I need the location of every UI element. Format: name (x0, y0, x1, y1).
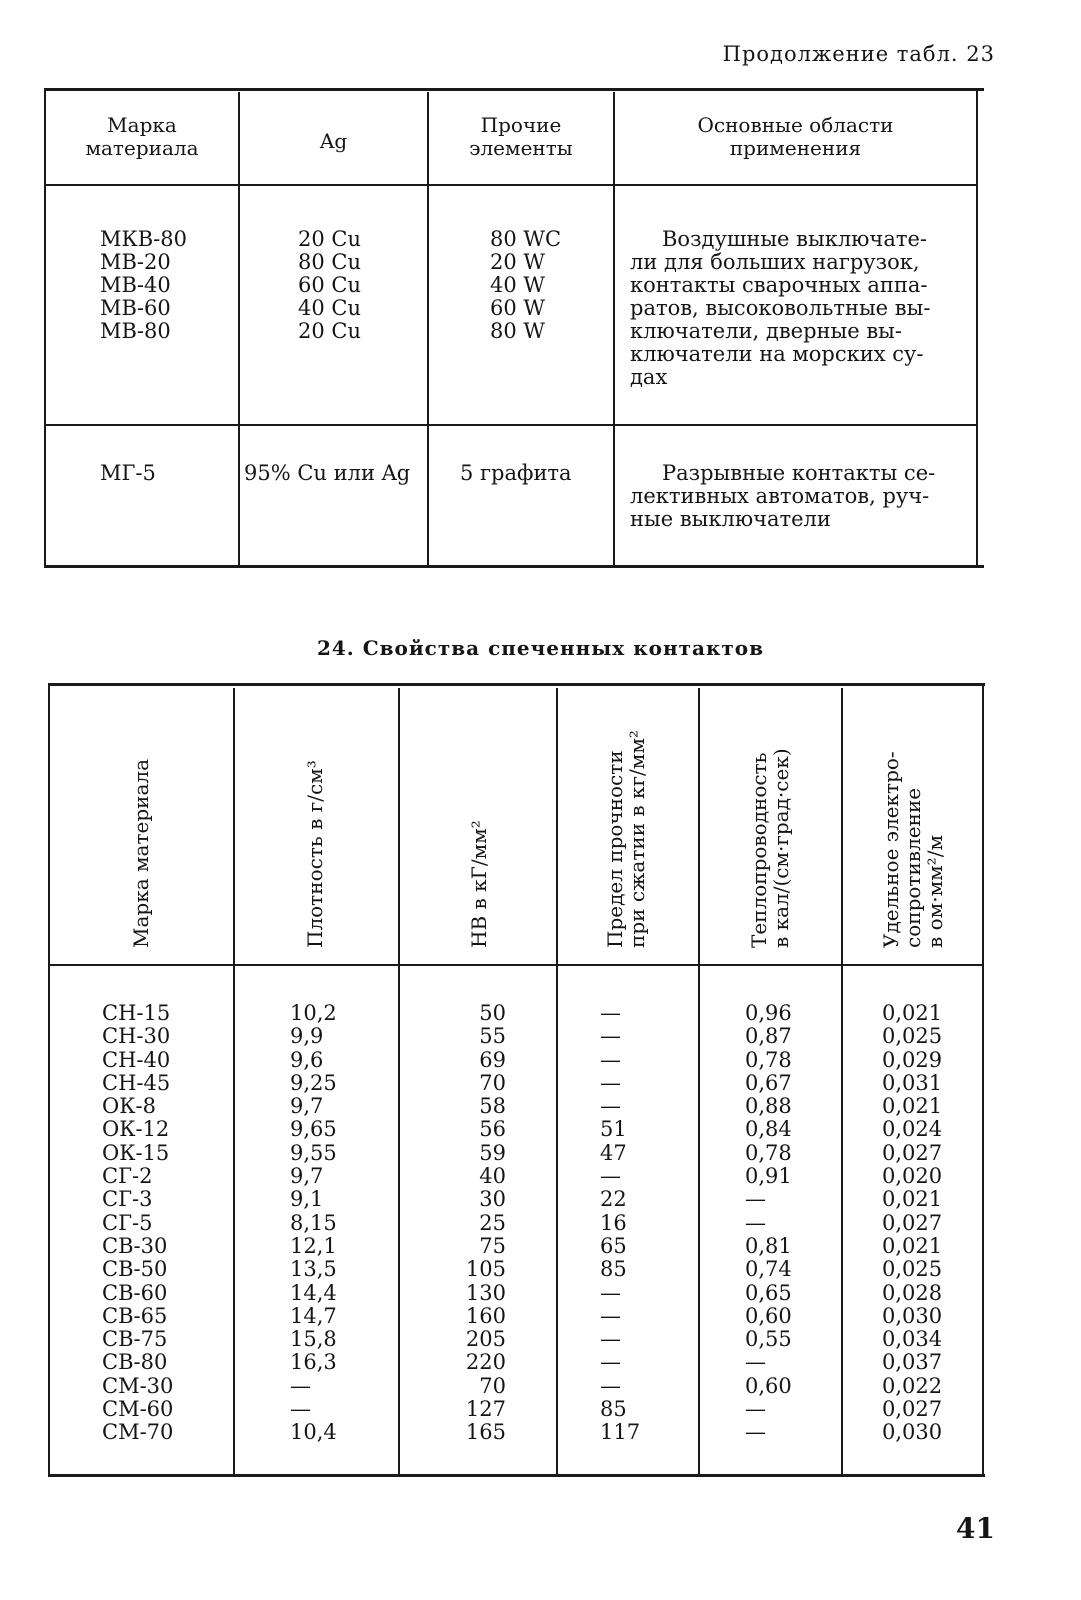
cell-hb: 25 (479, 1210, 506, 1235)
cell-strength: — (600, 1024, 621, 1049)
cell-conductivity: 0,78 (745, 1047, 792, 1072)
header-resistivity: Удельное электро- сопротивление в ом·мм²/м (879, 751, 947, 948)
cell-conductivity: — (745, 1187, 766, 1212)
table23-col-divider (427, 92, 429, 566)
cell-hb: 30 (479, 1187, 506, 1212)
cell-hb: 205 (465, 1327, 506, 1352)
cell-grade: ОК-8 (102, 1094, 156, 1119)
cell-grade: СН-30 (102, 1024, 171, 1049)
cell-grade: ОК-12 (102, 1117, 170, 1142)
header-grade: Марка материала (85, 113, 199, 160)
cell-density: 9,6 (290, 1047, 324, 1072)
group2-other: 5 графита (460, 461, 572, 485)
cell-hb: 160 (465, 1303, 506, 1328)
table23-bottom-rule (44, 565, 984, 568)
cell-grade: СВ-30 (102, 1233, 168, 1258)
cell-grade: СМ-70 (102, 1420, 174, 1445)
cell-grade: СВ-65 (102, 1303, 168, 1328)
table23-group-rule (44, 424, 976, 426)
cell-grade: СН-45 (102, 1070, 171, 1095)
group1-other: 80 WC 20 W 40 W 60 W 80 W (490, 227, 562, 343)
table23-col-divider (613, 92, 615, 566)
cell-conductivity: — (745, 1350, 766, 1375)
cell-grade: СН-15 (102, 1001, 171, 1025)
cell-conductivity: 0,91 (745, 1164, 792, 1189)
cell-strength: — (600, 1280, 621, 1305)
cell-density: 9,65 (290, 1117, 337, 1142)
cell-hb: 69 (479, 1047, 506, 1072)
cell-strength: — (600, 1350, 621, 1375)
header-density: Плотность в г/см³ (303, 760, 327, 948)
table24-left-border (48, 683, 50, 1475)
cell-conductivity: 0,74 (745, 1257, 792, 1282)
cell-strength: — (600, 1047, 621, 1072)
header-applications: Основные области применения (697, 113, 894, 160)
cell-conductivity: 0,55 (745, 1327, 792, 1352)
header-other-elements: Прочие элементы (469, 113, 573, 160)
cell-conductivity: — (745, 1420, 766, 1445)
cell-resistivity: 0,021 (882, 1233, 943, 1258)
cell-density: — (290, 1397, 311, 1422)
header-ag: Ag (319, 129, 348, 153)
cell-density: 14,4 (290, 1280, 337, 1305)
cell-density: 9,7 (290, 1164, 324, 1189)
table24-col-divider (698, 688, 700, 1474)
cell-density: 10,2 (290, 1001, 337, 1025)
cell-grade: СВ-75 (102, 1327, 168, 1352)
cell-density: 12,1 (290, 1233, 337, 1258)
column-hb (446, 1002, 506, 1445)
continuation-label: Продолжение табл. 23 (722, 42, 995, 66)
cell-resistivity: 0,027 (882, 1397, 943, 1422)
cell-hb: 58 (479, 1094, 506, 1119)
cell-density: 9,25 (290, 1070, 337, 1095)
cell-grade: ОК-15 (102, 1140, 170, 1165)
cell-resistivity: 0,027 (882, 1140, 943, 1165)
cell-hb: 70 (479, 1373, 506, 1398)
cell-density: 16,3 (290, 1350, 337, 1375)
cell-resistivity: 0,030 (882, 1303, 943, 1328)
cell-density: 10,4 (290, 1420, 337, 1445)
cell-grade: СГ-5 (102, 1210, 153, 1235)
cell-conductivity: 0,78 (745, 1140, 792, 1165)
cell-resistivity: 0,021 (882, 1001, 943, 1025)
cell-strength: — (600, 1001, 621, 1025)
cell-resistivity: 0,030 (882, 1420, 943, 1445)
cell-grade: СВ-50 (102, 1257, 168, 1282)
table24-col-divider (841, 688, 843, 1474)
table23-right-border (976, 88, 978, 566)
group1-application: Воздушные выключате- ли для больших нагрузок, контакты сварочных аппа- ратов, высоковольтные вы- ключатели, дверные вы- ключатели на морских су- дах (630, 227, 931, 389)
cell-grade: СМ-30 (102, 1373, 174, 1398)
cell-hb: 50 (479, 1001, 506, 1025)
cell-resistivity: 0,034 (882, 1327, 943, 1352)
cell-resistivity: 0,037 (882, 1350, 943, 1375)
table24-caption: 24. Свойства спеченных контактов (316, 636, 765, 660)
cell-conductivity: 0,88 (745, 1094, 792, 1119)
table23-header-rule (44, 184, 976, 186)
cell-conductivity: 0,96 (745, 1001, 792, 1025)
table24-col-divider (556, 688, 558, 1474)
cell-density: 9,7 (290, 1094, 324, 1119)
cell-strength: 65 (600, 1233, 627, 1258)
table24-col-divider (233, 688, 235, 1474)
cell-strength: 47 (600, 1140, 627, 1165)
cell-resistivity: 0,025 (882, 1024, 943, 1049)
cell-resistivity: 0,031 (882, 1070, 943, 1095)
group2-grade: МГ-5 (100, 461, 156, 485)
column-strength (600, 1002, 650, 1445)
column-density (290, 1002, 337, 1445)
cell-strength: 51 (600, 1117, 627, 1142)
column-grade (102, 1002, 173, 1445)
table24-col-divider (398, 688, 400, 1474)
cell-density: 9,55 (290, 1140, 337, 1165)
cell-strength: — (600, 1094, 621, 1119)
cell-hb: 105 (465, 1257, 506, 1282)
column-resistivity (882, 1002, 942, 1445)
table24-right-border (982, 683, 984, 1475)
cell-hb: 59 (479, 1140, 506, 1165)
cell-resistivity: 0,020 (882, 1164, 943, 1189)
header-hb: HB в кГ/мм² (467, 820, 491, 948)
cell-hb: 40 (479, 1164, 506, 1189)
cell-strength: — (600, 1373, 621, 1398)
cell-strength: 117 (600, 1420, 641, 1445)
cell-resistivity: 0,028 (882, 1280, 943, 1305)
group1-ag: 20 Cu 80 Cu 60 Cu 40 Cu 20 Cu (298, 227, 361, 343)
cell-hb: 127 (465, 1397, 506, 1422)
cell-conductivity: 0,81 (745, 1233, 792, 1258)
cell-conductivity: 0,87 (745, 1024, 792, 1049)
cell-conductivity: 0,84 (745, 1117, 792, 1142)
cell-density: 9,1 (290, 1187, 324, 1212)
cell-strength: 16 (600, 1210, 627, 1235)
header-strength: Предел прочности при сжатии в кг/мм² (603, 730, 649, 948)
cell-grade: СГ-2 (102, 1164, 153, 1189)
group2-application: Разрывные контакты се- лективных автоматов, руч- ные выключатели (630, 461, 936, 531)
cell-strength: — (600, 1327, 621, 1352)
cell-density: 9,9 (290, 1024, 324, 1049)
column-conductivity (745, 1002, 805, 1445)
cell-strength: 85 (600, 1397, 627, 1422)
group1-grades: МКВ-80 МВ-20 МВ-40 МВ-60 МВ-80 (100, 227, 188, 343)
table24-bottom-rule (48, 1474, 985, 1477)
cell-resistivity: 0,021 (882, 1187, 943, 1212)
cell-density: 13,5 (290, 1257, 337, 1282)
table23-col-divider (238, 92, 240, 566)
cell-grade: СН-40 (102, 1047, 171, 1072)
cell-grade: СГ-3 (102, 1187, 153, 1212)
cell-resistivity: 0,021 (882, 1094, 943, 1119)
cell-grade: СВ-80 (102, 1350, 168, 1375)
cell-strength: 22 (600, 1187, 627, 1212)
group2-ag: 95% Cu или Ag (244, 461, 411, 485)
cell-strength: 85 (600, 1257, 627, 1282)
cell-conductivity: — (745, 1210, 766, 1235)
header-grade-rotated: Марка материала (129, 758, 153, 948)
cell-hb: 130 (465, 1280, 506, 1305)
cell-conductivity: 0,60 (745, 1373, 792, 1398)
cell-hb: 75 (479, 1233, 506, 1258)
cell-resistivity: 0,029 (882, 1047, 943, 1072)
cell-resistivity: 0,027 (882, 1210, 943, 1235)
header-conductivity: Теплопроводность в кал/(см·град·сек) (747, 748, 793, 948)
cell-conductivity: 0,65 (745, 1280, 792, 1305)
cell-strength: — (600, 1164, 621, 1189)
table24-top-rule (48, 683, 985, 686)
cell-density: — (290, 1373, 311, 1398)
cell-hb: 165 (465, 1420, 506, 1445)
table23-top-rule (44, 88, 984, 91)
cell-hb: 70 (479, 1070, 506, 1095)
cell-hb: 56 (479, 1117, 506, 1142)
cell-grade: СВ-60 (102, 1280, 168, 1305)
cell-hb: 220 (465, 1350, 506, 1375)
page-number: 41 (956, 1512, 995, 1545)
cell-resistivity: 0,024 (882, 1117, 943, 1142)
cell-hb: 55 (479, 1024, 506, 1049)
cell-density: 8,15 (290, 1210, 337, 1235)
cell-resistivity: 0,025 (882, 1257, 943, 1282)
table24-header-rule (48, 964, 984, 966)
cell-density: 15,8 (290, 1327, 337, 1352)
cell-conductivity: 0,67 (745, 1070, 792, 1095)
cell-resistivity: 0,022 (882, 1373, 943, 1398)
cell-conductivity: 0,60 (745, 1303, 792, 1328)
cell-strength: — (600, 1070, 621, 1095)
cell-density: 14,7 (290, 1303, 337, 1328)
cell-grade: СМ-60 (102, 1397, 174, 1422)
cell-conductivity: — (745, 1397, 766, 1422)
cell-strength: — (600, 1303, 621, 1328)
